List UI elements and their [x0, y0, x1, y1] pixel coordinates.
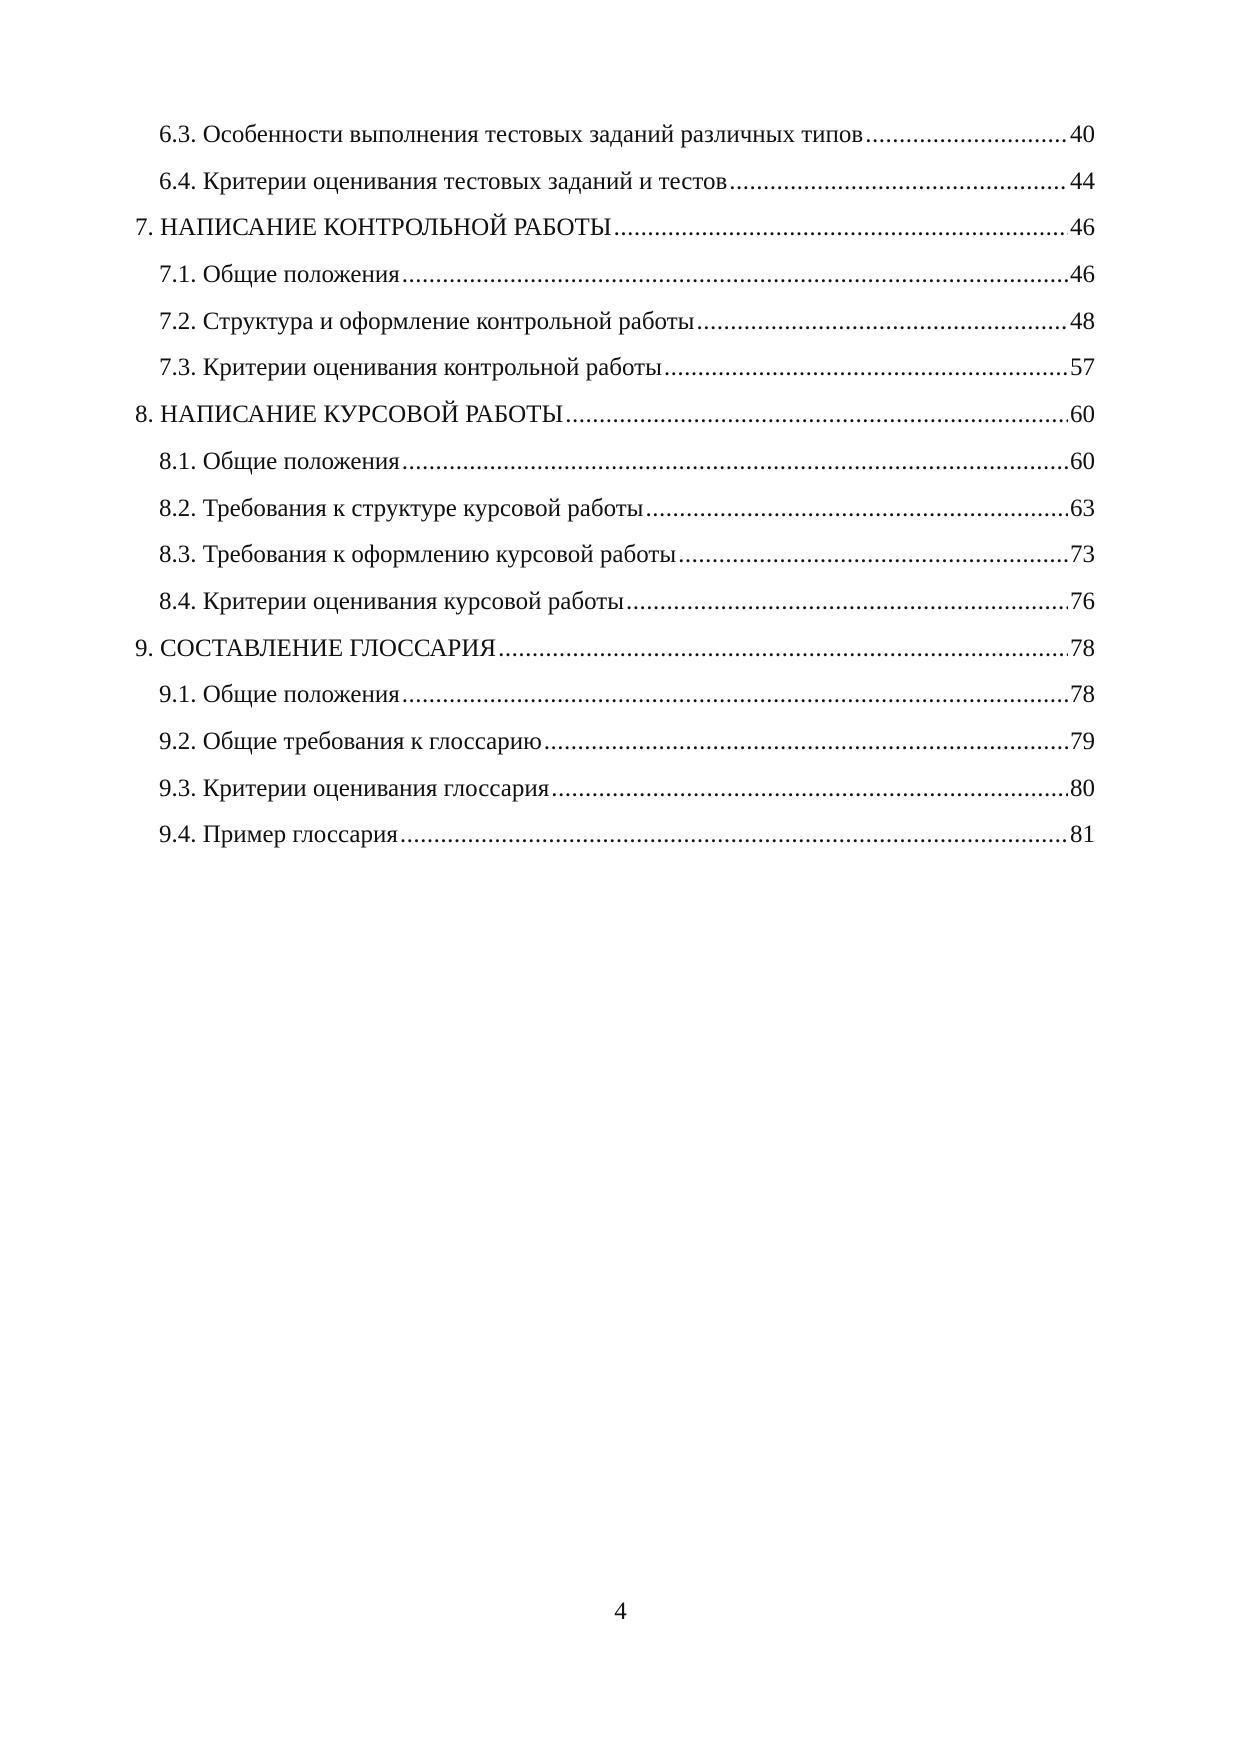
toc-dot-leader [678, 532, 1068, 579]
toc-entry-page: 81 [1070, 821, 1095, 849]
toc-entry-page: 46 [1070, 214, 1095, 242]
toc-chapter-entry[interactable] [135, 626, 1095, 673]
toc-dot-leader [865, 112, 1068, 159]
toc-entry[interactable] [135, 672, 1095, 719]
toc-entry-title: 6.4. Критерии оценивания тестовых заданий и тестов [159, 167, 728, 195]
table-of-contents [135, 112, 1095, 859]
toc-entry[interactable] [135, 719, 1095, 766]
toc-entry[interactable] [135, 112, 1095, 159]
toc-entry-title: 9.3. Критерии оценивания глоссария [159, 774, 550, 802]
toc-dot-leader [729, 159, 1068, 206]
toc-entry-page: 80 [1070, 774, 1095, 802]
toc-entry-title: 8.4. Критерии оценивания курсовой работы [159, 587, 625, 615]
toc-entry-page: 63 [1070, 494, 1095, 522]
toc-dot-leader [551, 766, 1068, 813]
toc-entry[interactable] [135, 486, 1095, 533]
toc-entry-page: 57 [1070, 354, 1095, 382]
toc-entry[interactable] [135, 252, 1095, 299]
toc-entry-page: 40 [1070, 121, 1095, 148]
toc-dot-leader [614, 205, 1068, 252]
toc-dot-leader [402, 439, 1068, 486]
toc-entry-title: 9.4. Пример глоссария [159, 821, 398, 849]
toc-entry-page: 44 [1070, 167, 1095, 195]
toc-entry-title: 8.3. Требования к оформлению курсовой работы [159, 541, 677, 569]
toc-entry-title: 7.2. Структура и оформление контрольной работы [159, 307, 695, 335]
toc-entry-page: 46 [1070, 261, 1095, 289]
toc-entry-title: 9.2. Общие требования к глоссарию [159, 727, 542, 755]
toc-entry-page: 60 [1070, 447, 1095, 475]
toc-entry-page: 60 [1070, 401, 1095, 429]
toc-chapter-title: 9. СОСТАВЛЕНИЕ ГЛОССАРИЯ [135, 634, 497, 662]
toc-chapter-title: 7. НАПИСАНИЕ КОНТРОЛЬНОЙ РАБОТЫ [135, 214, 612, 242]
toc-entry-title: 7.3. Критерии оценивания контрольной работы [159, 354, 662, 382]
toc-dot-leader [696, 299, 1068, 346]
toc-chapter-title: 8. НАПИСАНИЕ КУРСОВОЙ РАБОТЫ [135, 401, 564, 429]
toc-dot-leader [498, 626, 1068, 673]
toc-dot-leader [400, 812, 1068, 859]
toc-dot-leader [402, 672, 1068, 719]
toc-entry-page: 78 [1070, 634, 1095, 662]
toc-entry-title: 9.1. Общие положения [159, 681, 400, 709]
toc-dot-leader [544, 719, 1068, 766]
toc-entry-page: 73 [1070, 541, 1095, 569]
toc-entry-page: 79 [1070, 727, 1095, 755]
toc-entry-page: 48 [1070, 307, 1095, 335]
toc-entry[interactable] [135, 299, 1095, 346]
toc-entry[interactable] [135, 345, 1095, 392]
toc-entry-page: 78 [1070, 681, 1095, 709]
toc-dot-leader [565, 392, 1068, 439]
toc-chapter-entry[interactable] [135, 205, 1095, 252]
toc-dot-leader [645, 486, 1068, 533]
toc-dot-leader [626, 579, 1068, 626]
toc-entry-title: 6.3. Особенности выполнения тестовых заданий различных типов [159, 121, 864, 148]
toc-entry[interactable] [135, 579, 1095, 626]
toc-chapter-entry[interactable] [135, 392, 1095, 439]
toc-entry-title: 8.2. Требования к структуре курсовой работы [159, 494, 644, 522]
toc-entry[interactable] [135, 812, 1095, 859]
toc-entry[interactable] [135, 766, 1095, 813]
toc-entry-title: 8.1. Общие положения [159, 447, 400, 475]
toc-dot-leader [402, 252, 1068, 299]
toc-entry[interactable] [135, 159, 1095, 206]
toc-entry[interactable] [135, 439, 1095, 486]
toc-entry[interactable] [135, 532, 1095, 579]
toc-entry-page: 76 [1070, 587, 1095, 615]
page-number: 4 [614, 1598, 627, 1625]
toc-dot-leader [664, 345, 1068, 392]
toc-entry-title: 7.1. Общие положения [159, 261, 400, 289]
